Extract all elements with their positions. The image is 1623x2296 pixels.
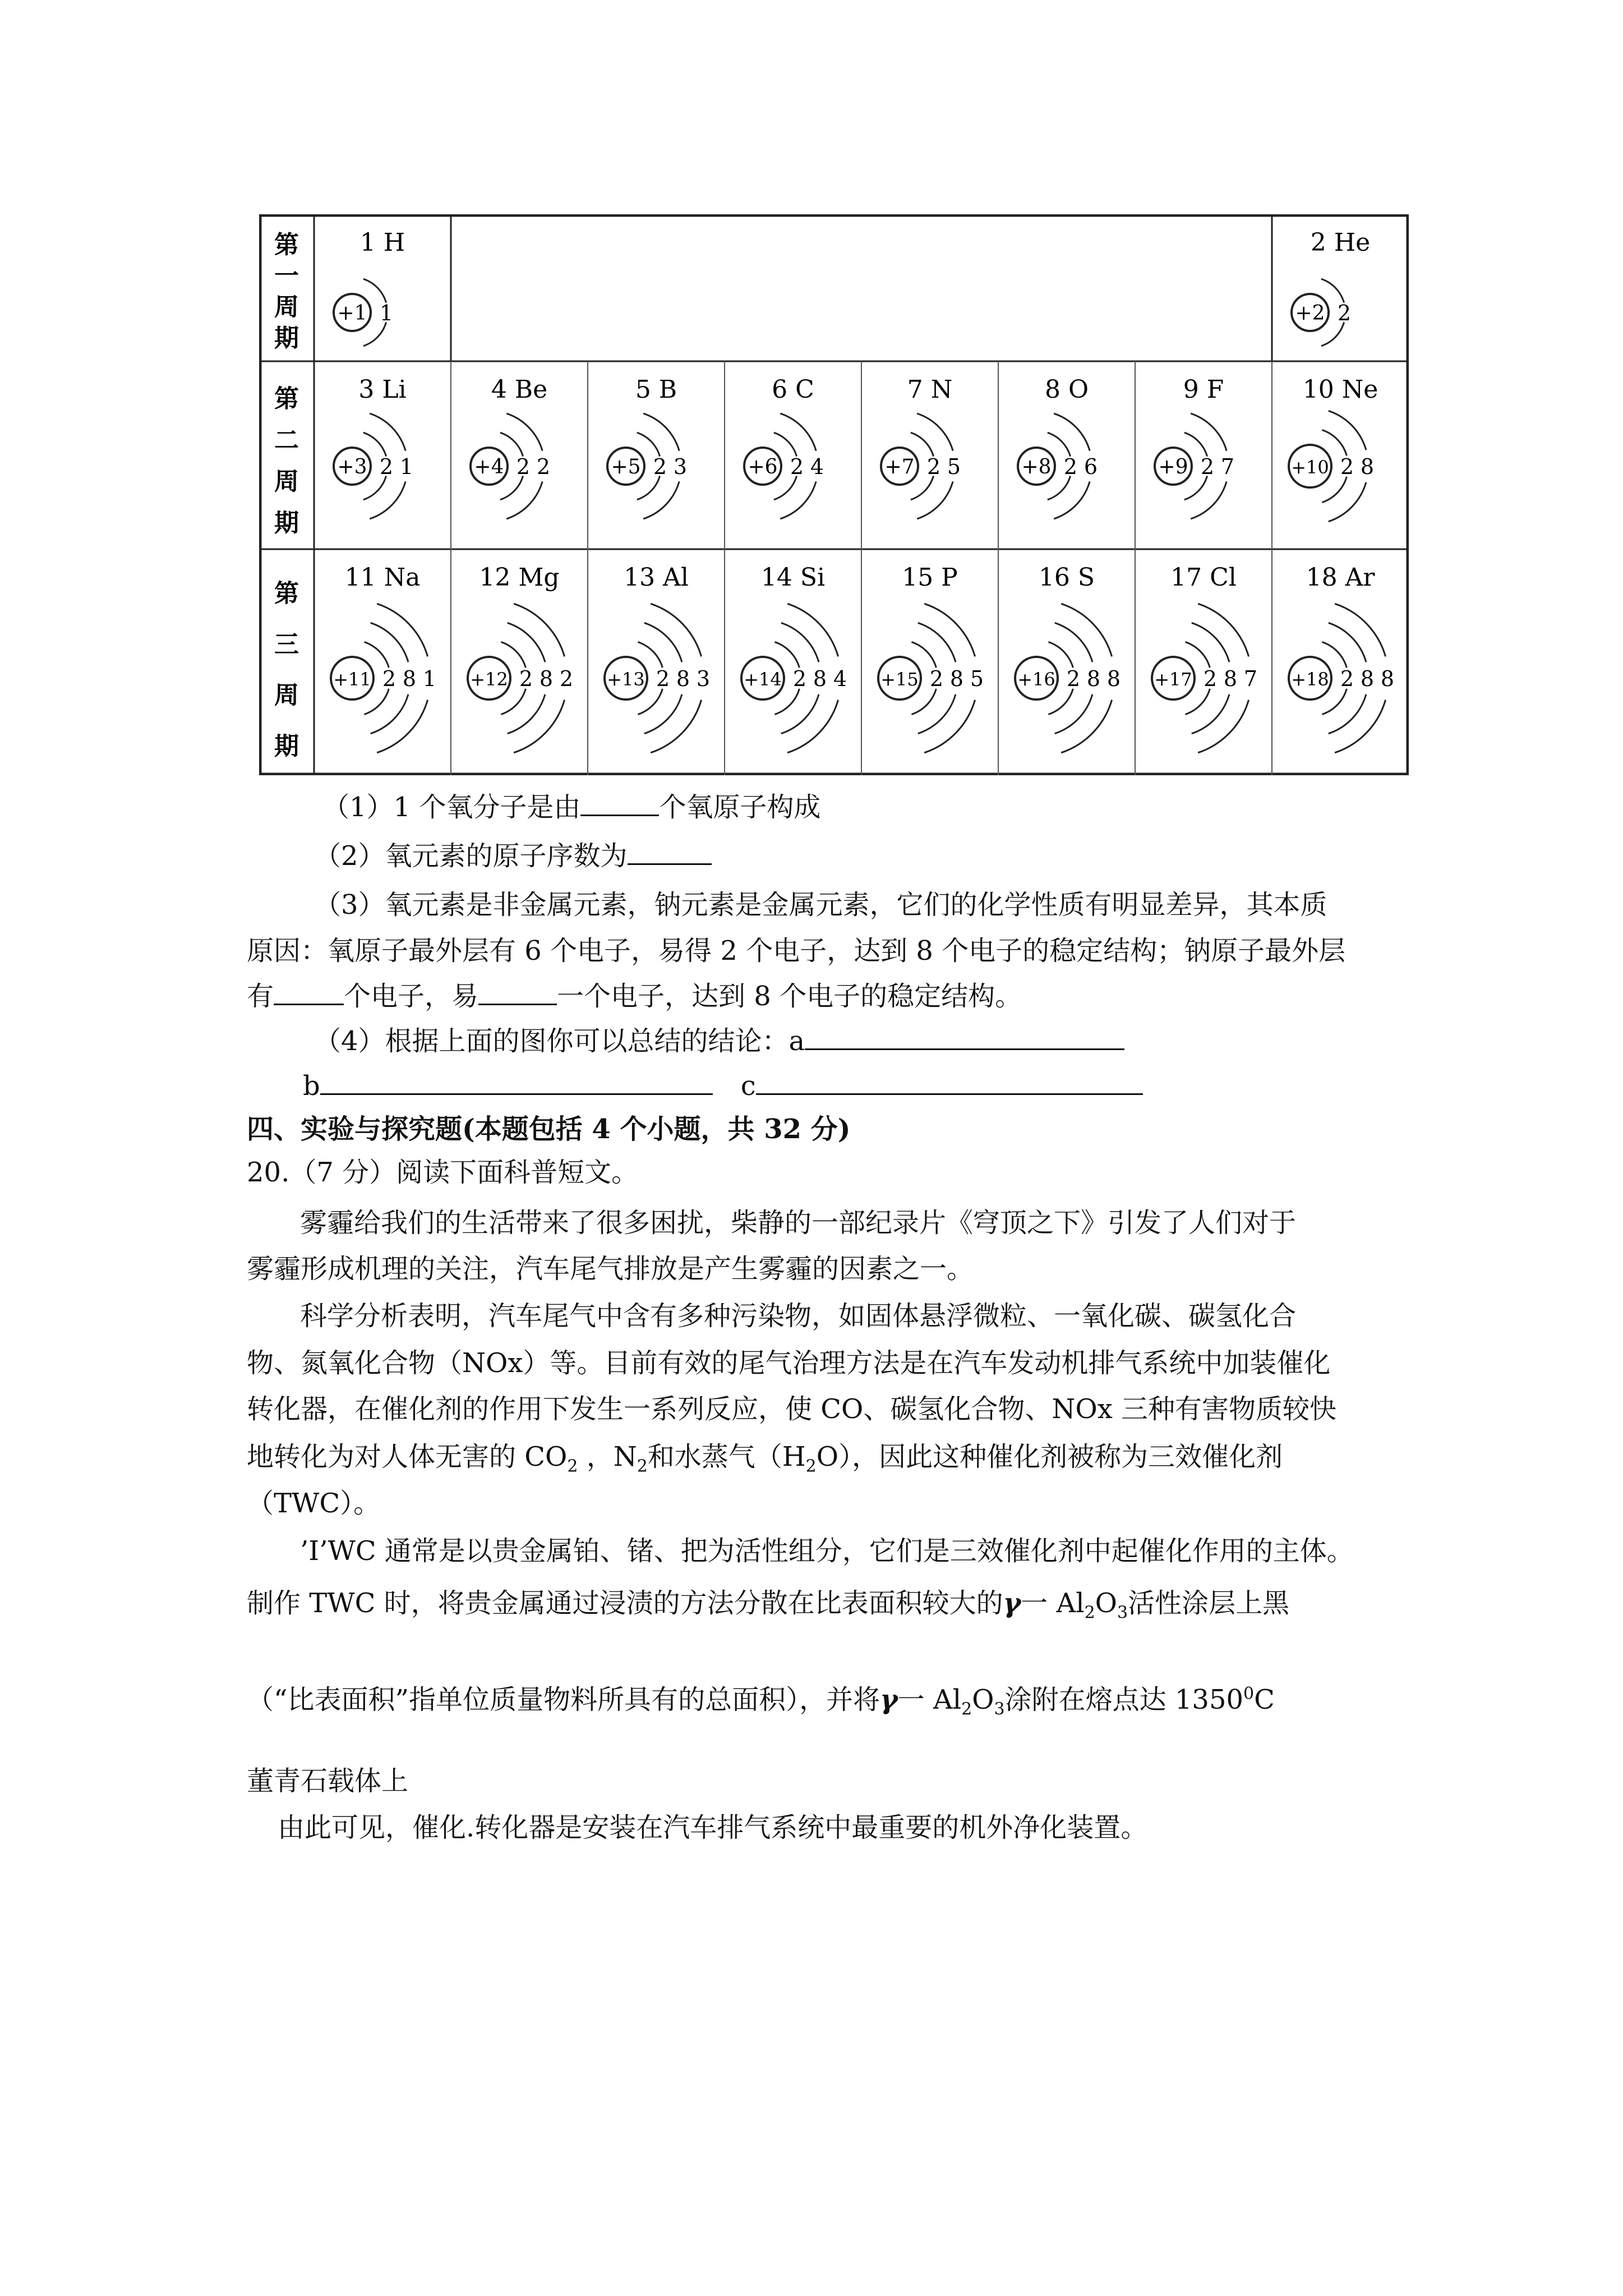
shell-electron-count: 2 xyxy=(1337,301,1352,325)
q4-text: （4）根据上面的图你可以总结的结论：a xyxy=(314,1025,805,1057)
question-3-line3 xyxy=(247,979,1022,1013)
q2-blank[interactable] xyxy=(628,839,712,865)
q20-p3-line1: ’I’WC 通常是以贵金属铂、锗、把为活性组分，它们是三效催化剂中起催化作用的主体。 xyxy=(300,1535,1354,1567)
element-label: 17 Cl xyxy=(1170,563,1237,592)
q1-blank[interactable] xyxy=(580,790,659,816)
electron-shell-arc xyxy=(774,432,797,456)
electron-shell-arc xyxy=(363,476,386,499)
shell-electron-count: 2 xyxy=(1066,666,1081,691)
shell-electron-count: 2 xyxy=(1340,666,1354,691)
electron-shell-arc xyxy=(1055,694,1092,734)
period-label-char: 周 xyxy=(274,467,299,496)
shell-electron-count: 3 xyxy=(673,454,688,479)
shell-electron-count: 1 xyxy=(422,666,437,691)
subscript: 2 xyxy=(567,1456,578,1476)
shell-electron-count: 2 xyxy=(653,454,667,479)
nucleus-charge: +1 xyxy=(337,302,367,325)
nucleus-charge: +17 xyxy=(1154,669,1192,690)
element-label: 18 Ar xyxy=(1306,563,1375,592)
electron-shell-arc xyxy=(781,694,819,734)
q20-p3-line3 xyxy=(247,1677,1275,1727)
electron-shell-arc xyxy=(911,476,934,499)
electron-shell-arc xyxy=(1329,411,1366,450)
q3-blank-2[interactable] xyxy=(478,979,557,1005)
period-label-char: 期 xyxy=(274,508,299,537)
element-label: 3 Li xyxy=(358,375,407,404)
q3-text-a: 有 xyxy=(247,981,274,1012)
o-text: O xyxy=(972,1684,994,1715)
electron-shell-arc xyxy=(917,481,953,519)
p3-text-e: （“比表面积”指单位质量物料所具有的总面积），并将 xyxy=(247,1684,880,1715)
element-label: 8 O xyxy=(1044,375,1089,404)
nucleus-charge: +14 xyxy=(744,669,782,690)
electron-shell-arc xyxy=(637,432,660,456)
shell-electron-count: 2 xyxy=(536,454,551,479)
electron-shell-arc xyxy=(780,413,816,451)
shell-electron-count: 4 xyxy=(810,454,824,479)
gamma-symbol: γ xyxy=(880,1684,898,1715)
electron-shell-arc xyxy=(1054,481,1090,519)
periodic-table xyxy=(259,214,1409,775)
q1-text-end: 个氧原子构成 xyxy=(659,792,821,823)
shell-electron-count: 2 xyxy=(1063,454,1078,479)
electron-shell-arc xyxy=(1191,481,1227,519)
shell-electron-count: 8 xyxy=(949,666,964,691)
question-3-line1: （3）氧元素是非金属元素，钠元素是金属元素，它们的化学性质有明显差异，其本质 xyxy=(314,889,1327,921)
element-label: 15 P xyxy=(902,563,958,592)
q3-text-c: 一个电子，达到 8 个电子的稳定结构。 xyxy=(557,981,1022,1012)
nucleus-charge: +18 xyxy=(1291,669,1329,690)
shell-electron-count: 2 xyxy=(559,666,574,691)
nucleus-charge: +6 xyxy=(748,455,778,478)
superscript: 0 xyxy=(1243,1684,1255,1704)
element-label: 9 F xyxy=(1183,375,1224,404)
electron-shell-arc xyxy=(1048,432,1071,456)
nucleus-charge: +13 xyxy=(607,669,645,690)
period-label-char: 第 xyxy=(274,230,299,259)
q20-p1-line2: 雾霾形成机理的关注，汽车尾气排放是产生雾霾的因素之一。 xyxy=(247,1253,974,1285)
shell-electron-count: 8 xyxy=(1086,666,1101,691)
o-text: O xyxy=(1095,1588,1118,1619)
shell-electron-count: 8 xyxy=(1223,666,1238,691)
electron-shell-arc xyxy=(370,413,405,451)
period-label-char: 一 xyxy=(274,261,299,291)
electron-shell-arc xyxy=(644,694,682,734)
co2-text: 地转化为对人体无害的 CO xyxy=(247,1441,568,1473)
element-cell xyxy=(878,563,984,753)
element-label: 7 N xyxy=(907,375,953,404)
electron-shell-arc xyxy=(506,481,542,519)
q20-p2-line5: （TWC）。 xyxy=(247,1488,381,1519)
al-text: 一 Al xyxy=(1021,1588,1085,1619)
question-2 xyxy=(314,839,712,873)
element-cell xyxy=(881,375,961,519)
electron-shell-arc xyxy=(506,413,542,451)
electron-shell-arc xyxy=(1321,279,1344,302)
p3-text-d: 活性涂层上黑 xyxy=(1128,1588,1290,1619)
nucleus-charge: +16 xyxy=(1017,669,1055,690)
shell-electron-count: 2 xyxy=(1340,454,1354,479)
section-4-heading: 四、实验与探究题(本题包括 4 个小题，共 32 分) xyxy=(247,1114,851,1145)
element-label: 16 S xyxy=(1038,563,1095,592)
nucleus-charge: +4 xyxy=(474,455,504,478)
shell-electron-count: 7 xyxy=(1220,454,1235,479)
gamma-symbol: γ xyxy=(1003,1588,1021,1619)
shell-electron-count: 2 xyxy=(379,454,394,479)
twc-text: O），因此这种催化剂被称为三效催化剂 xyxy=(816,1441,1283,1473)
p3-text-f: 涂附在熔点达 1350 xyxy=(1004,1684,1244,1715)
element-label: 1 H xyxy=(359,228,405,257)
q20-p2-line3: 转化器，在催化剂的作用下发生一系列反应，使 CO、碳氢化合物、NOx 三种有害物质较快 xyxy=(247,1393,1337,1425)
q20-p4: 由此可见，催化.转化器是安装在汽车排气系统中最重要的机外净化装置。 xyxy=(278,1812,1148,1843)
element-label: 6 C xyxy=(772,375,814,404)
element-cell xyxy=(1289,375,1378,522)
element-cell xyxy=(471,375,550,519)
shell-electron-count: 4 xyxy=(833,666,847,691)
electron-shell-arc xyxy=(508,623,545,662)
electron-shell-arc xyxy=(1192,623,1229,662)
subscript: 3 xyxy=(1117,1603,1128,1623)
element-cell xyxy=(334,375,413,519)
subscript: 2 xyxy=(805,1456,817,1476)
nucleus-charge: +15 xyxy=(880,669,919,690)
shell-electron-count: 2 xyxy=(790,454,804,479)
element-label: 4 Be xyxy=(491,375,548,404)
period-label-char: 三 xyxy=(274,630,299,659)
period-label-char: 周 xyxy=(274,681,299,710)
electron-shell-arc xyxy=(1329,623,1366,662)
shell-electron-count: 8 xyxy=(1360,666,1375,691)
shell-electron-count: 8 xyxy=(402,666,417,691)
electron-shell-arc xyxy=(1048,476,1071,499)
q3-blank-1[interactable] xyxy=(274,979,344,1005)
shell-electron-count: 1 xyxy=(379,301,394,325)
shell-electron-count: 8 xyxy=(539,666,554,691)
electron-shell-arc xyxy=(370,481,405,519)
element-cell xyxy=(1152,563,1257,753)
celsius-text: C xyxy=(1254,1684,1275,1715)
shell-electron-count: 2 xyxy=(929,666,944,691)
element-label: 12 Mg xyxy=(479,563,560,592)
q1-text: （1）1 个氧分子是由 xyxy=(322,792,581,823)
element-label: 14 Si xyxy=(760,563,826,592)
shell-electron-count: 8 xyxy=(813,666,827,691)
periodic-table-svg xyxy=(259,214,1409,775)
q20-p2-line2: 物、氮氧化合物（NOx）等。目前有效的尾气治理方法是在汽车发动机排气系统中加装催化 xyxy=(247,1347,1331,1379)
shell-electron-count: 5 xyxy=(947,454,961,479)
electron-shell-arc xyxy=(1329,694,1366,734)
nucleus-charge: +7 xyxy=(884,455,915,478)
question-1 xyxy=(322,790,820,824)
q20-p1-line1: 雾霾给我们的生活带来了很多困扰，柴静的一部纪录片《穹顶之下》引发了人们对于 xyxy=(300,1207,1297,1239)
electron-shell-arc xyxy=(780,481,816,519)
question-3-line2: 原因：氧原子最外层有 6 个电子，易得 2 个电子，达到 8 个电子的稳定结构；钠原子最外层 xyxy=(247,935,1346,967)
period-label-char: 期 xyxy=(274,324,299,353)
n2-text: ，N xyxy=(578,1441,637,1473)
nucleus-charge: +2 xyxy=(1295,302,1325,325)
q3-text-b: 个电子，易 xyxy=(344,981,479,1012)
element-cell xyxy=(1292,228,1370,346)
electron-shell-arc xyxy=(643,413,679,451)
element-cell xyxy=(605,563,710,753)
element-cell xyxy=(1015,563,1121,753)
element-cell xyxy=(468,563,573,753)
electron-shell-arc xyxy=(1192,694,1229,734)
electron-shell-arc xyxy=(644,623,682,662)
h2o-text: 和水蒸气（H xyxy=(647,1441,806,1473)
period-label-char: 第 xyxy=(274,384,299,413)
shell-electron-count: 8 xyxy=(1360,454,1375,479)
electron-shell-arc xyxy=(781,623,819,662)
element-cell xyxy=(331,563,436,753)
element-cell xyxy=(334,228,405,346)
electron-shell-arc xyxy=(371,694,408,734)
electron-shell-arc xyxy=(363,279,386,302)
subscript: 2 xyxy=(1084,1603,1095,1623)
element-label: 10 Ne xyxy=(1302,375,1378,404)
nucleus-charge: +8 xyxy=(1021,455,1052,478)
period-label-char: 周 xyxy=(274,292,299,321)
q4-blank-c[interactable] xyxy=(756,1069,1143,1095)
shell-electron-count: 2 xyxy=(792,666,807,691)
q20-p3-line4: 董青石载体上 xyxy=(247,1765,409,1797)
q20-intro: 20.（7 分）阅读下面科普短文。 xyxy=(247,1157,639,1188)
electron-shell-arc xyxy=(1321,322,1344,346)
q20-p2-line4 xyxy=(247,1440,1283,1484)
electron-shell-arc xyxy=(1055,623,1092,662)
q20-p3-line2 xyxy=(247,1586,1289,1630)
shell-electron-count: 2 xyxy=(382,666,396,691)
q4-blank-b[interactable] xyxy=(320,1069,713,1095)
electron-shell-arc xyxy=(774,476,797,499)
element-label: 13 Al xyxy=(624,563,689,592)
q4-blank-a[interactable] xyxy=(805,1024,1124,1050)
shell-electron-count: 5 xyxy=(970,666,984,691)
nucleus-charge: +5 xyxy=(611,455,641,478)
question-4-bc xyxy=(303,1069,1143,1103)
electron-shell-arc xyxy=(1184,476,1207,499)
electron-shell-arc xyxy=(1329,482,1366,522)
shell-electron-count: 2 xyxy=(1203,666,1218,691)
subscript: 2 xyxy=(961,1699,972,1719)
nucleus-charge: +11 xyxy=(333,669,371,690)
period-label-char: 期 xyxy=(274,731,299,761)
al-text: 一 Al xyxy=(897,1684,962,1715)
electron-shell-arc xyxy=(363,322,386,346)
electron-shell-arc xyxy=(643,481,679,519)
electron-shell-arc xyxy=(917,413,953,451)
electron-shell-arc xyxy=(637,476,660,499)
electron-shell-arc xyxy=(1184,432,1207,456)
period-label-char: 第 xyxy=(274,579,299,608)
element-cell xyxy=(607,375,687,519)
shell-electron-count: 2 xyxy=(656,666,670,691)
q4-label-b: b xyxy=(303,1070,320,1102)
electron-shell-arc xyxy=(508,694,545,734)
element-cell xyxy=(741,563,847,753)
nucleus-charge: +9 xyxy=(1158,455,1188,478)
element-label: 11 Na xyxy=(344,563,421,592)
electron-shell-arc xyxy=(918,694,956,734)
electron-shell-arc xyxy=(371,623,408,662)
subscript: 2 xyxy=(637,1456,648,1476)
shell-electron-count: 8 xyxy=(676,666,690,691)
shell-electron-count: 1 xyxy=(399,454,414,479)
element-cell xyxy=(744,375,824,519)
shell-electron-count: 2 xyxy=(516,454,531,479)
subscript: 3 xyxy=(994,1699,1005,1719)
shell-electron-count: 6 xyxy=(1083,454,1098,479)
q20-p2-line1: 科学分析表明，汽车尾气中含有多种污染物，如固体悬浮微粒、一氧化碳、碳氢化合 xyxy=(300,1300,1297,1332)
p3-text-a: 制作 TWC 时，将贵金属通过浸渍的方法分散在比表面积较大的 xyxy=(247,1588,1003,1619)
electron-shell-arc xyxy=(911,432,934,456)
element-label: 5 B xyxy=(635,375,677,404)
element-cell xyxy=(1018,375,1098,519)
element-cell xyxy=(1289,563,1394,753)
electron-shell-arc xyxy=(363,432,386,456)
electron-shell-arc xyxy=(1191,413,1227,451)
nucleus-charge: +12 xyxy=(470,669,508,690)
nucleus-charge: +10 xyxy=(1291,457,1329,478)
shell-electron-count: 8 xyxy=(1106,666,1121,691)
shell-electron-count: 8 xyxy=(1380,666,1395,691)
q2-text: （2）氧元素的原子序数为 xyxy=(314,840,628,872)
period-label-char: 二 xyxy=(274,426,299,455)
q4-label-c: c xyxy=(740,1070,756,1102)
element-cell xyxy=(1155,375,1234,519)
element-label: 2 He xyxy=(1310,228,1371,257)
electron-shell-arc xyxy=(1054,413,1090,451)
shell-electron-count: 2 xyxy=(1200,454,1215,479)
shell-electron-count: 2 xyxy=(926,454,941,479)
question-4 xyxy=(314,1024,1124,1058)
electron-shell-arc xyxy=(918,623,956,662)
electron-shell-arc xyxy=(500,432,523,456)
shell-electron-count: 3 xyxy=(696,666,711,691)
shell-electron-count: 2 xyxy=(519,666,533,691)
electron-shell-arc xyxy=(500,476,523,499)
shell-electron-count: 7 xyxy=(1243,666,1258,691)
nucleus-charge: +3 xyxy=(337,455,367,478)
